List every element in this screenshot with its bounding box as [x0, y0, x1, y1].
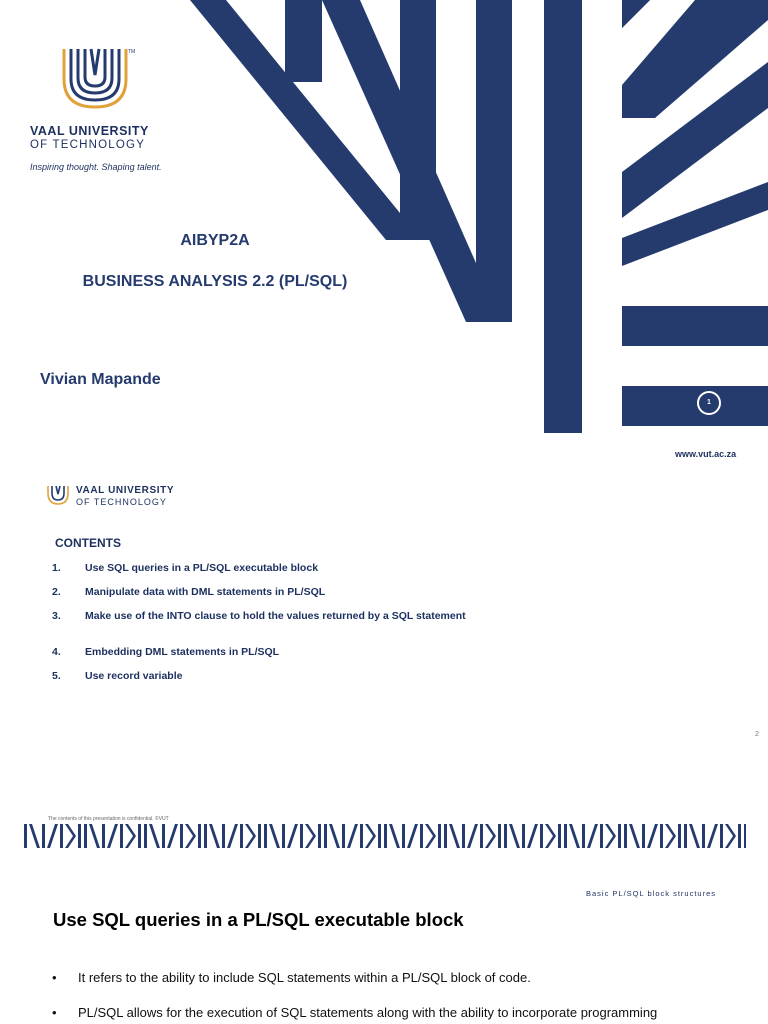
contents-item-number: 1.	[52, 562, 61, 574]
contents-item	[52, 646, 279, 658]
contents-item-text: Use SQL queries in a PL/SQL executable block	[85, 562, 319, 574]
contents-item-number: 2.	[52, 586, 61, 598]
bullet-point	[52, 970, 531, 985]
university-name-line2: OF TECHNOLOGY	[30, 139, 146, 151]
title-slide	[0, 0, 768, 433]
page-number-badge: 1	[697, 391, 721, 415]
page-number: 2	[755, 731, 759, 738]
university-crest-logo-small	[47, 485, 69, 505]
confidential-notice: The contents of this presentation is confidential. ©VUT	[48, 816, 169, 822]
contents-item-text: Embedding DML statements in PL/SQL	[85, 646, 280, 658]
bullet-dot-icon: •	[52, 970, 57, 985]
contents-heading: CONTENTS	[55, 536, 121, 550]
university-name-line2: OF TECHNOLOGY	[76, 497, 167, 507]
bullet-point	[52, 1005, 657, 1020]
contents-item	[52, 586, 325, 598]
website-link[interactable]: www.vut.ac.za	[651, 367, 713, 377]
bullet-text: PL/SQL allows for the execution of SQL statements along with the ability to incorporate programming	[78, 1005, 658, 1020]
course-code: AIBYP2A	[180, 232, 250, 249]
university-name-line1: VAAL UNIVERSITY	[30, 124, 149, 138]
contents-item-number: 5.	[52, 670, 61, 682]
course-title: BUSINESS ANALYSIS 2.2 (PL/SQL)	[82, 273, 348, 290]
contents-item-number: 3.	[52, 610, 61, 622]
bullet-text: It refers to the ability to include SQL statements within a PL/SQL block of code.	[78, 970, 531, 985]
contents-item	[52, 670, 182, 682]
contents-item	[52, 562, 318, 574]
trademark-mark: TM	[128, 49, 136, 55]
author-name: Vivian Mapande	[40, 371, 161, 388]
university-crest-logo	[60, 45, 138, 111]
contents-item-text: Manipulate data with DML statements in PL/SQL	[85, 586, 326, 598]
content-slide	[0, 855, 768, 1024]
decorative-pattern-band	[23, 824, 746, 848]
university-tagline: Inspiring thought. Shaping talent.	[30, 162, 162, 172]
contents-slide	[0, 433, 768, 855]
contents-item-number: 4.	[52, 646, 61, 658]
slide-title: Use SQL queries in a PL/SQL executable block	[53, 909, 464, 930]
contents-item-text: Use record variable	[85, 670, 183, 682]
university-name-line1: VAAL UNIVERSITY	[76, 485, 175, 496]
section-label: Basic PL/SQL block structures	[586, 889, 717, 898]
website-link[interactable]: www.vut.ac.za	[675, 449, 737, 459]
bullet-dot-icon: •	[52, 1005, 57, 1020]
contents-item	[52, 610, 466, 622]
contents-item-text: Make use of the INTO clause to hold the values returned by a SQL statement	[85, 610, 466, 622]
